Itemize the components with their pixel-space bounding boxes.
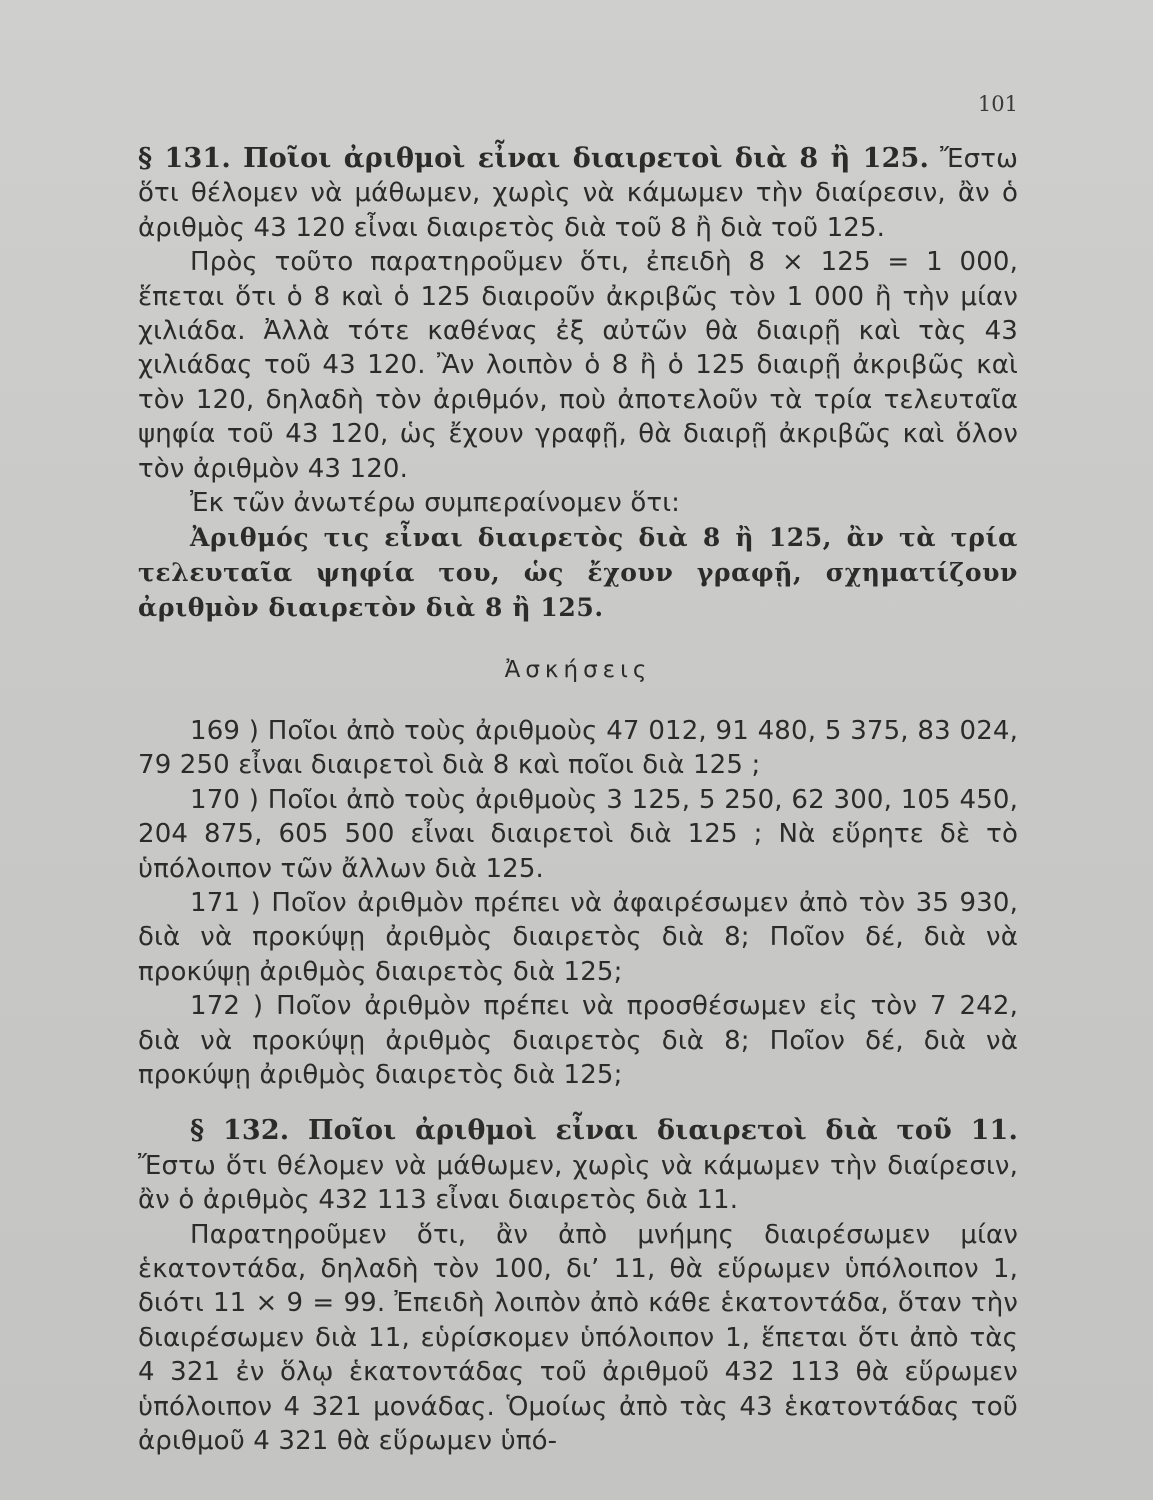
- exercise-169: [138, 714, 1018, 783]
- page-content: [138, 142, 1018, 1458]
- exercise-172: [138, 989, 1018, 1092]
- section-131-theorem: Ἀριθμός τις εἶναι διαιρετὸς διὰ 8 ἢ 125, ἂν τὰ τρία τελευταῖα ψηφία του, ὡς ἔχουν γραφῇ, σχηματίζουν ἀριθμὸν διαιρετὸν διὰ 8 ἢ 125.: [138, 523, 1018, 623]
- section-131-paragraph-3: Ἐκ τῶν ἀνωτέρω συμπεραίνομεν ὅτι:: [190, 488, 681, 519]
- section-131-intro: [138, 142, 1018, 245]
- exercise-number: 172 ): [190, 991, 264, 1022]
- exercise-text: Ποῖον ἀριθμὸν πρέπει νὰ προσθέσωμεν εἰς τὸν 7 242, διὰ νὰ προκύψῃ ἀριθμὸς διαιρετὸς διὰ 8; Ποῖον δέ, διὰ νὰ προκύψῃ ἀριθμὸς διαιρετὸς διὰ 125;: [138, 991, 1018, 1090]
- section-132-paragraph-1: Ἔστω ὅτι θέλομεν νὰ μάθωμεν, χωρὶς νὰ κάμωμεν τὴν διαίρεσιν, ἂν ὁ ἀριθμὸς 432 113 εἶναι διαιρετὸς διὰ 11.: [138, 1150, 1018, 1216]
- exercise-text: Ποῖοι ἀπὸ τοὺς ἀριθμοὺς 47 012, 91 480, 5 375, 83 024, 79 250 εἶναι διαιρετοὶ διὰ 8 καὶ ποῖοι διὰ 125 ;: [138, 715, 1018, 781]
- exercise-text: Ποῖοι ἀπὸ τοὺς ἀριθμοὺς 3 125, 5 250, 62 300, 105 450, 204 875, 605 500 εἶναι διαιρετοὶ διὰ 125 ; Νὰ εὕρητε δὲ τὸ ὑπόλοιπον τῶν ἄλλων διὰ 125.: [138, 784, 1018, 884]
- exercise-170: [138, 783, 1018, 886]
- section-131-paragraph-2: Πρὸς τοῦτο παρατηροῦμεν ὅτι, ἐπειδὴ 8 × 125 = 1 000, ἕπεται ὅτι ὁ 8 καὶ ὁ 125 διαιροῦν ἀκριβῶς τὸν 1 000 ἢ τὴν μίαν χιλιάδα. Ἀλλὰ τότε καθένας ἐξ αὐτῶν θὰ διαιρῇ καὶ τὰς 43 χιλιάδας τοῦ 43 120. Ἂν λοιπὸν ὁ 8 ἢ ὁ 125 διαιρῇ ἀκριβῶς καὶ τὸν 120, δηλαδὴ τὸν ἀριθμόν, ποὺ ἀποτελοῦν τὰ τρία τελευταῖα ψηφία τοῦ 43 120, ὡς ἔχουν γραφῇ, θὰ διαιρῇ ἀκριβῶς καὶ ὅλον τὸν ἀριθμὸν 43 120.: [138, 247, 1018, 484]
- section-131-heading: § 131. Ποῖοι ἀριθμοὶ εἶναι διαιρετοὶ διὰ 8 ἢ 125.: [138, 143, 929, 174]
- section-131-paragraph-1: Ἔστω ὅτι θέλομεν νὰ μάθωμεν, χωρὶς νὰ κάμωμεν τὴν διαίρεσιν, ἂν ὁ ἀριθμὸς 43 120 εἶναι διαιρετὸς διὰ τοῦ 8 ἢ διὰ τοῦ 125.: [138, 144, 1018, 243]
- section-132-paragraph-2: Παρατηροῦμεν ὅτι, ἂν ἀπὸ μνήμης διαιρέσωμεν μίαν ἑκατοντάδα, δηλαδὴ τὸν 100, δι’ 11, θὰ εὕρωμεν ὑπόλοιπον 1, διότι 11 × 9 = 99. Ἐπειδὴ λοιπὸν ἀπὸ κάθε ἑκατοντάδα, ὅταν τὴν διαιρέσωμεν διὰ 11, εὑρίσκομεν ὑπόλοιπον 1, ἕπεται ὅτι ἀπὸ τὰς 4 321 ἐν ὅλῳ ἑκατοντάδας τοῦ ἀριθμοῦ 432 113 θὰ εὕρωμεν ὑπόλοιπον 4 321 μονάδας. Ὁμοίως ἀπὸ τὰς 43 ἑκατοντάδας τοῦ ἀριθμοῦ 4 321 θὰ εὕρωμεν ὑπό-: [138, 1219, 1018, 1456]
- page-number: 101: [977, 92, 1018, 116]
- exercises-title: Ἀσκήσεις: [504, 657, 652, 684]
- exercise-text: Ποῖον ἀριθμὸν πρέπει νὰ ἀφαιρέσωμεν ἀπὸ τὸν 35 930, διὰ νὰ προκύψῃ ἀριθμὸς διαιρετὸς διὰ 8; Ποῖον δέ, διὰ νὰ προκύψῃ ἀριθμὸς διαιρετὸς διὰ 125;: [138, 887, 1018, 987]
- exercise-number: 171 ): [190, 887, 261, 918]
- exercise-number: 170 ): [190, 784, 260, 815]
- section-132-heading: § 132. Ποῖοι ἀριθμοὶ εἶναι διαιρετοὶ διὰ τοῦ 11.: [190, 1115, 1018, 1147]
- exercise-171: [138, 886, 1018, 989]
- exercise-number: 169 ): [190, 715, 260, 746]
- section-132-intro: [138, 1114, 1018, 1217]
